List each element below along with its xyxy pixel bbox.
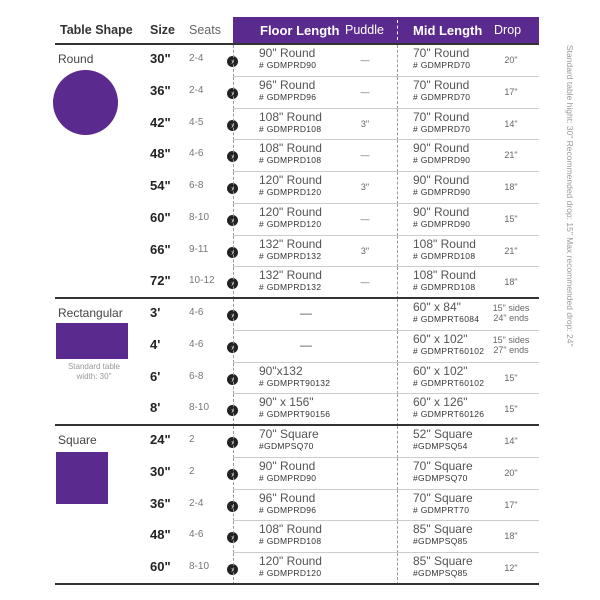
drop-cell [483, 182, 539, 192]
floor-length-name: 70" Square [259, 427, 319, 441]
floor-length-code: # GDMPRD108 [259, 123, 322, 134]
size-value: 6' [150, 368, 161, 384]
floor-length-cell [259, 492, 349, 516]
floor-length-name: 90" Round [259, 458, 316, 473]
mid-length-name: 90" Round [413, 173, 470, 187]
mid-length-name: 52" Square [413, 427, 473, 441]
header-divider [397, 20, 398, 40]
floor-column-divider [233, 490, 234, 522]
drop-cell [483, 87, 539, 97]
mid-length-code: #GDMPSQ70 [413, 472, 468, 483]
arrow-right-icon[interactable]: › [227, 88, 238, 99]
drop-cell [483, 563, 539, 573]
drop-cell [483, 531, 539, 541]
mid-column-divider [397, 77, 398, 109]
header-puddle: Puddle [345, 23, 384, 37]
seats-value: 6-8 [189, 370, 204, 382]
seats-value: 8-10 [189, 211, 210, 223]
mid-column-divider [397, 172, 398, 204]
arrow-right-icon[interactable]: › [227, 564, 238, 575]
arrow-right-icon[interactable]: › [227, 342, 238, 353]
floor-length-code: # GDMPRD132 [259, 250, 322, 261]
table-row [0, 490, 600, 522]
floor-length-cell [300, 339, 390, 352]
mid-length-code: # GDMPRD70 [413, 123, 471, 134]
mid-length-code: # GDMPRT60102 [413, 377, 485, 388]
section-label-rectangular: Rectangular [58, 306, 123, 320]
arrow-right-icon[interactable]: › [227, 310, 238, 321]
floor-length-code: # GDMPRD90 [259, 60, 317, 70]
floor-length-cell [259, 174, 349, 198]
arrow-right-icon[interactable]: › [227, 183, 238, 194]
floor-length-code: # GDMPRD108 [259, 155, 322, 166]
puddle-value: — [360, 277, 370, 288]
size-value: 8' [150, 400, 161, 416]
size-value: 66" [150, 241, 171, 257]
header-size: Size [150, 23, 176, 37]
floor-length-code: # GDMPRT90156 [259, 409, 331, 420]
floor-length-cell [259, 47, 349, 71]
size-value: 4' [150, 336, 161, 352]
drop-value: 18" [504, 277, 518, 288]
floor-length-code: # GDMPRD120 [259, 568, 322, 578]
seats-value: 8-10 [189, 561, 210, 572]
floor-length-name: 120" Round [259, 204, 322, 219]
mid-column-divider [397, 458, 398, 490]
mid-length-code: # GDMPRD70 [413, 91, 471, 102]
floor-length-dash: — [300, 337, 312, 352]
header-mid-length: Mid Length [413, 22, 483, 38]
mid-length-code: # GDMPRT70 [413, 504, 470, 515]
drop-value: 18" [504, 531, 518, 542]
drop-value: 14" [504, 118, 518, 129]
table-row [0, 426, 600, 458]
seats-value: 10-12 [189, 275, 215, 287]
arrow-right-icon[interactable]: › [227, 437, 238, 448]
arrow-right-icon[interactable]: › [227, 469, 238, 480]
drop-value: 15" [504, 213, 518, 224]
mid-column-divider [397, 394, 398, 426]
seats-value: 4-6 [189, 148, 204, 160]
drop-value: 17" [504, 86, 518, 97]
floor-column-divider [233, 172, 234, 204]
seats-value: 4-6 [189, 307, 204, 318]
size-value: 3' [150, 305, 161, 320]
mid-column-divider [397, 236, 398, 268]
seats-value: 9-11 [189, 243, 209, 255]
mid-column-divider [397, 426, 398, 458]
floor-length-cell [259, 269, 349, 293]
drop-value: 15" sides [492, 303, 530, 313]
mid-column-divider [397, 45, 398, 77]
floor-length-cell [259, 555, 349, 579]
table-row [0, 77, 600, 109]
size-value: 36" [150, 82, 171, 98]
drop-cell [483, 373, 539, 383]
mid-length-name: 85" Square [413, 522, 473, 537]
floor-length-cell [259, 460, 349, 484]
floor-length-name: 120" Round [259, 173, 322, 187]
floor-length-name: 108" Round [259, 109, 322, 124]
seats-value: 4-6 [189, 338, 204, 350]
drop-cell [483, 150, 539, 160]
floor-column-divider [233, 267, 234, 299]
size-value: 48" [150, 146, 171, 162]
table-row [0, 45, 600, 77]
mid-column-divider [397, 267, 398, 299]
floor-column-divider [233, 299, 234, 331]
drop-cell [483, 500, 539, 510]
mid-length-name: 70" Round [413, 46, 470, 60]
size-value: 30" [150, 51, 171, 66]
mid-length-name: 60" x 84" [413, 300, 461, 314]
arrow-right-icon[interactable]: › [227, 120, 238, 131]
floor-length-name: 96" Round [259, 77, 316, 92]
mid-column-divider [397, 299, 398, 331]
drop-value: 20" [504, 467, 518, 478]
arrow-right-icon[interactable]: › [227, 405, 238, 416]
floor-length-code: # GDMPRD96 [259, 504, 317, 515]
floor-length-name: 90" x 156" [259, 395, 314, 410]
floor-column-divider [233, 236, 234, 268]
floor-length-cell [259, 79, 349, 103]
floor-length-name: 108" Round [259, 522, 322, 537]
arrow-right-icon[interactable]: › [227, 151, 238, 162]
drop-cell [483, 436, 539, 446]
floor-length-code: # GDMPRD108 [259, 536, 322, 547]
mid-column-divider [397, 363, 398, 395]
mid-length-name: 85" Square [413, 554, 473, 568]
mid-length-name: 60" x 102" [413, 363, 468, 378]
floor-length-name: 90"x132 [259, 363, 303, 378]
size-value: 72" [150, 273, 171, 289]
mid-length-code: # GDMPRD70 [413, 60, 471, 70]
section-label-round: Round [58, 52, 94, 66]
mid-column-divider [397, 204, 398, 236]
header-seats: Seats [189, 23, 221, 37]
mid-length-code: # GDMPRT60102 [413, 345, 485, 356]
floor-length-code: # GDMPRD120 [259, 218, 322, 229]
floor-column-divider [233, 553, 234, 585]
drop-cell [483, 335, 539, 355]
drop-cell [483, 468, 539, 478]
table-row [0, 553, 600, 585]
seats-value: 2-4 [189, 84, 204, 96]
floor-length-cell [300, 307, 390, 320]
arrow-right-icon[interactable]: › [227, 374, 238, 385]
side-note-text: Standard table hight: 30" Recommended drop: 15" Max recommended drop: 24" [565, 45, 575, 347]
rectangular-note: Standard table width: 30" [67, 362, 121, 381]
mid-length-name: 60" x 126" [413, 395, 468, 410]
floor-column-divider [233, 204, 234, 236]
floor-column-divider [233, 458, 234, 490]
floor-column-divider [233, 363, 234, 395]
drop-cell [483, 55, 539, 65]
mid-column-divider [397, 490, 398, 522]
mid-column-divider [397, 521, 398, 553]
mid-length-code: #GDMPSQ54 [413, 441, 468, 451]
floor-length-code: # GDMPRT90132 [259, 377, 331, 388]
floor-length-name: 96" Round [259, 490, 316, 505]
seats-value: 4-5 [189, 116, 204, 128]
seats-value: 2-4 [189, 53, 204, 64]
mid-length-code: # GDMPRD108 [413, 282, 476, 293]
seats-value: 2-4 [189, 497, 204, 509]
seats-value: 6-8 [189, 180, 204, 191]
size-value: 42" [150, 114, 171, 130]
drop-value: 21" [504, 150, 518, 161]
header-drop: Drop [494, 23, 522, 37]
drop-cell [483, 404, 539, 414]
size-value: 36" [150, 495, 171, 511]
size-value: 60" [150, 559, 171, 574]
floor-length-cell [259, 238, 349, 262]
floor-length-code: #GDMPSQ70 [259, 441, 314, 451]
floor-length-dash: — [300, 306, 312, 320]
floor-length-cell [259, 142, 349, 166]
mid-length-name: 70" Round [413, 77, 470, 92]
table-row [0, 204, 600, 236]
floor-length-cell [259, 206, 349, 230]
mid-length-name: 70" Round [413, 109, 470, 124]
floor-length-code: # GDMPRD132 [259, 282, 322, 293]
floor-length-name: 120" Round [259, 554, 322, 568]
drop-cell [483, 277, 539, 287]
mid-column-divider [397, 140, 398, 172]
drop-value: 15" [504, 372, 518, 383]
floor-length-cell [259, 523, 349, 547]
mid-column-divider [397, 109, 398, 141]
floor-column-divider [233, 140, 234, 172]
arrow-right-icon[interactable]: › [227, 215, 238, 226]
size-value: 24" [150, 432, 171, 447]
mid-length-code: # GDMPRD90 [413, 155, 471, 166]
mid-length-code: # GDMPRT6084 [413, 314, 480, 324]
floor-column-divider [233, 394, 234, 426]
drop-cell [483, 246, 539, 256]
floor-column-divider [233, 45, 234, 77]
mid-length-code: # GDMPRD90 [413, 187, 471, 197]
seats-value: 2 [189, 465, 195, 477]
puddle-value: — [360, 150, 370, 161]
arrow-right-icon[interactable]: › [227, 56, 238, 67]
drop-cell [483, 214, 539, 224]
floor-column-divider [233, 77, 234, 109]
floor-column-divider [233, 521, 234, 553]
size-value: 60" [150, 209, 171, 225]
drop-value: 17" [504, 499, 518, 510]
table-row [0, 521, 600, 553]
size-value: 48" [150, 527, 171, 543]
floor-length-name: 132" Round [259, 268, 322, 283]
arrow-right-icon[interactable]: › [227, 501, 238, 512]
mid-length-name: 90" Round [413, 204, 470, 219]
header-floor-length: Floor Length [260, 22, 340, 38]
drop-value: 20" [504, 55, 518, 65]
table-row [0, 109, 600, 141]
table-row [0, 331, 600, 363]
mid-length-name: 70" Square [413, 458, 473, 473]
arrow-right-icon[interactable]: › [227, 247, 238, 258]
drop-value-ends: 24" ends [493, 313, 529, 323]
puddle-value: 3" [360, 118, 370, 129]
mid-length-name: 60" x 102" [413, 331, 468, 346]
floor-column-divider [233, 331, 234, 363]
floor-length-cell [259, 365, 349, 389]
floor-length-code: # GDMPRD90 [259, 472, 317, 483]
mid-length-name: 90" Round [413, 141, 470, 156]
table-row [0, 458, 600, 490]
mid-length-name: 70" Square [413, 490, 473, 505]
mid-length-name: 108" Round [413, 268, 476, 283]
mid-length-code: # GDMPRD90 [413, 218, 471, 229]
table-row [0, 172, 600, 204]
table-row [0, 363, 600, 395]
seats-value: 8-10 [189, 402, 210, 414]
table-row [0, 267, 600, 299]
table-row [0, 299, 600, 331]
floor-length-cell [259, 111, 349, 135]
drop-value-ends: 27" ends [493, 344, 529, 355]
mid-length-code: # GDMPRD108 [413, 250, 476, 261]
mid-length-name: 108" Round [413, 236, 476, 251]
puddle-value: — [360, 86, 370, 97]
puddle-value: — [360, 213, 370, 224]
mid-column-divider [397, 331, 398, 363]
drop-value: 18" [504, 182, 518, 192]
puddle-value: — [360, 55, 370, 65]
floor-column-divider [233, 426, 234, 458]
drop-value: 15" sides [492, 334, 530, 345]
floor-length-name: 90" Round [259, 46, 316, 60]
arrow-right-icon[interactable]: › [227, 532, 238, 543]
puddle-value: 3" [360, 245, 370, 256]
seats-value: 4-6 [189, 529, 204, 541]
drop-value: 21" [504, 245, 518, 256]
mid-length-code: # GDMPRT60126 [413, 409, 485, 420]
puddle-value: 3" [360, 182, 370, 192]
drop-value: 15" [504, 404, 518, 415]
floor-length-cell [259, 428, 349, 452]
drop-cell [483, 119, 539, 129]
floor-length-code: # GDMPRD120 [259, 187, 322, 197]
table-row [0, 140, 600, 172]
table-row [0, 394, 600, 426]
floor-column-divider [233, 109, 234, 141]
section-divider [55, 583, 539, 585]
mid-length-code: #GDMPSQ85 [413, 568, 468, 578]
size-value: 30" [150, 463, 171, 479]
seats-value: 2 [189, 434, 195, 445]
floor-length-name: 132" Round [259, 236, 322, 251]
floor-length-name: 108" Round [259, 141, 322, 156]
drop-cell [483, 303, 539, 323]
arrow-right-icon[interactable]: › [227, 278, 238, 289]
size-value: 54" [150, 178, 171, 193]
mid-length-code: #GDMPSQ85 [413, 536, 468, 547]
section-label-square: Square [58, 433, 97, 447]
floor-length-cell [259, 396, 349, 420]
table-row [0, 236, 600, 268]
drop-value: 12" [504, 563, 518, 573]
mid-column-divider [397, 553, 398, 585]
header-table-shape: Table Shape [60, 23, 133, 37]
floor-length-code: # GDMPRD96 [259, 91, 317, 102]
drop-value: 14" [504, 436, 518, 446]
